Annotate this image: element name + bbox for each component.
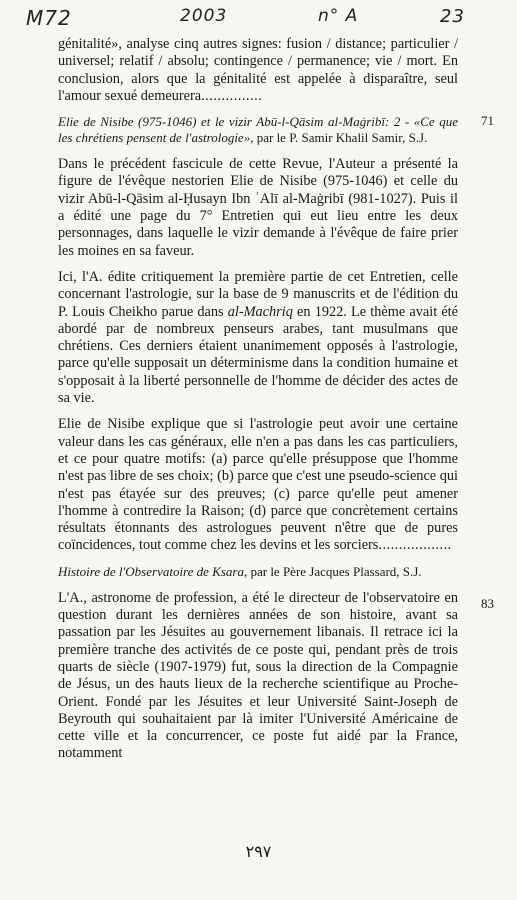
handwritten-ref: M72 [26, 6, 72, 30]
entry1-paragraph-2: Ici, l'A. édite critiquement la première partie de cet Entretien, celle concernant l'astrologie, sur la base de 9 manuscrits et de l'édition du P. Louis Cheikho parue dans al-Machriq en 1922. Le thème avait été abordé par de nombreux penseurs arabes, tant musulmans que chrétiens. Ces derniers étaient unanimement opposés à l'astrologie, parce qu'elle supposait un déterminisme dans la condition humaine et s'opposait à la liberté personnelle de l'homme de décider des actes de sa vie. [58, 268, 458, 407]
handwritten-issue: n° A [318, 6, 359, 26]
entry1-paragraph-1: Dans le précédent fascicule de cette Revue, l'Auteur a présenté la figure de l'évêque nestorien Elie de Nisibe (975-1046) et celle du vizir Abū-l-Qāsim al-Ḥusayn Ibn ʿAlī al-Maġribī (981-1027). Puis il a édité une page du 7° Entretien qui eut lieu entre les deux personnages, dans laquelle le vizir demande à l'évêque de faire prier les moines en sa faveur. [58, 156, 458, 259]
text-column [58, 36, 458, 772]
intro-paragraph: génitalité», analyse cinq autres signes: fusion / distance; particulier / universel; relatif / absolu; contingence / permanence; vie / mort. En conclusion, alors que la génitalité est appelée à disparaître, seul l'amour sexué demeurera............... [58, 36, 458, 104]
entry2-paragraph-1: L'A., astronome de profession, a été le directeur de l'observatoire en question durant les dernières années de son histoire, avant sa passation par les Jésuites au gouvernement libanais. Il retrace ici la première tranche des activités de ce poste qui, pendant près de trois quarts de siècle (1907-1979) fut, sous la direction de la Compagnie de Jésus, un des hauts lieux de la recherche scientifique au Proche-Orient. Fondé par les Jésuites et leur Université Saint-Joseph de Beyrouth qui souhaitaient par là imiter l'Université Américaine de cette ville et la concurrencer, ce poste fut aidé par la France, notamment [58, 589, 458, 762]
entry1-title: Elie de Nisibe (975-1046) et le vizir Abū-l-Qāsim al-Maġribī: 2 - «Ce que les chrétiens pensent de l'astrologie», par le P. Samir Khalil Samir, S.J. [58, 114, 458, 146]
handwritten-page: 23 [440, 6, 465, 27]
footer-page-number: ٢٩٧ [245, 842, 272, 861]
entry1-page-number: 83 [481, 596, 494, 611]
handwritten-year: 2003 [180, 6, 228, 26]
intro-page-number: 71 [481, 113, 494, 128]
entry2-title: Histoire de l'Observatoire de Ksara, par le Père Jacques Plassard, S.J. [58, 563, 422, 579]
entry1-paragraph-3: Elie de Nisibe explique que si l'astrologie peut avoir une certaine valeur dans les cas généraux, elle n'en a pas dans les cas particuliers, et ce pour quatre motifs: (a) parce qu'elle présuppose que l'homme n'est pas libre de ses choix; (b) parce que c'est une pseudo-science qui n'est pas étayée sur des preuves; (c) parce qu'elle peut amener l'homme à contredire la Raison; (d) parce que concrètement certains résultats étonnants des astrologues peuvent n'être que de pures coïncidences, tout comme chez les devins et les sorciers.................. [58, 416, 458, 554]
